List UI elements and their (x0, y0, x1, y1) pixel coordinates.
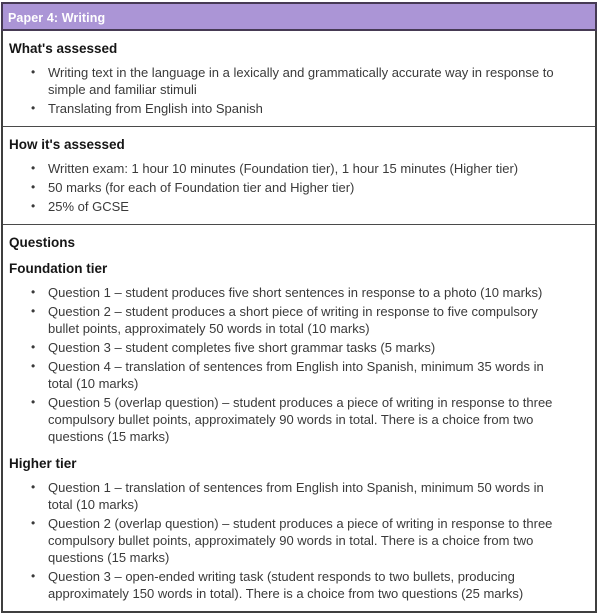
higher-tier-heading: Higher tier (9, 456, 77, 471)
foundation-tier-list (9, 284, 587, 446)
bullet-icon: • (31, 180, 36, 194)
bullet-icon: • (31, 359, 36, 373)
bullet-text: Question 4 – translation of sentences from English into Spanish, minimum 35 words in total (10 marks) (48, 359, 544, 391)
list-item (31, 100, 571, 117)
list-item (31, 568, 571, 602)
list-item (31, 179, 571, 196)
bullet-text: Question 2 – student produces a short piece of writing in response to five compulsory bullet points, approximately 50 words in total (10 marks) (48, 304, 538, 336)
bullet-text: Translating from English into Spanish (48, 101, 263, 116)
bullet-text: Question 1 – student produces five short sentences in response to a photo (10 marks) (48, 285, 543, 300)
list-item (31, 198, 571, 215)
paper-header-bar (1, 2, 597, 31)
list-item (31, 358, 571, 392)
bullet-icon: • (31, 569, 36, 583)
paper-4-writing-document (1, 2, 597, 613)
bullet-text: Question 3 – student completes five short grammar tasks (5 marks) (48, 340, 436, 355)
bullet-icon: • (31, 65, 36, 79)
whats-assessed-list (9, 64, 587, 118)
paper-title: Paper 4: Writing (8, 11, 106, 25)
bullet-text: 25% of GCSE (48, 199, 129, 214)
foundation-tier-heading: Foundation tier (9, 261, 108, 276)
bullet-text: Writing text in the language in a lexically and grammatically accurate way in response to simple and familiar stimuli (48, 65, 554, 97)
bullet-text: Question 1 – translation of sentences from English into Spanish, minimum 50 words in total (10 marks) (48, 480, 544, 512)
bullet-icon: • (31, 304, 36, 318)
bullet-icon: • (31, 101, 36, 115)
bullet-text: Question 5 (overlap question) – student produces a piece of writing in response to three compulsory bullet points, approximately 90 words in total. There is a choice from two questions (15 marks) (48, 395, 553, 444)
bullet-icon: • (31, 395, 36, 409)
bullet-text: Question 3 – open-ended writing task (student responds to two bullets, producing approximately 150 words in total). There is a choice from two questions (25 marks) (48, 569, 524, 601)
bullet-icon: • (31, 285, 36, 299)
list-item (31, 479, 571, 513)
bullet-text: 50 marks (for each of Foundation tier and Higher tier) (48, 180, 355, 195)
bullet-icon: • (31, 161, 36, 175)
whats-assessed-heading: What's assessed (9, 41, 118, 56)
section-how-its-assessed (3, 126, 595, 224)
how-assessed-heading: How it's assessed (9, 137, 125, 152)
list-item (31, 284, 571, 301)
section-whats-assessed (3, 31, 595, 126)
list-item (31, 339, 571, 356)
list-item (31, 160, 571, 177)
bullet-icon: • (31, 480, 36, 494)
how-assessed-list (9, 160, 587, 216)
bullet-icon: • (31, 516, 36, 530)
bullet-icon: • (31, 340, 36, 354)
list-item (31, 515, 571, 566)
bullet-text: Written exam: 1 hour 10 minutes (Foundation tier), 1 hour 15 minutes (Higher tier) (48, 161, 519, 176)
list-item (31, 394, 571, 445)
questions-heading: Questions (9, 235, 76, 250)
section-questions (3, 224, 595, 611)
assessment-table (1, 31, 597, 613)
bullet-icon: • (31, 199, 36, 213)
list-item (31, 303, 571, 337)
higher-tier-list (9, 479, 587, 603)
list-item (31, 64, 571, 98)
bullet-text: Question 2 (overlap question) – student produces a piece of writing in response to three compulsory bullet points, approximately 90 words in total. There is a choice from two questions (15 marks) (48, 516, 553, 565)
